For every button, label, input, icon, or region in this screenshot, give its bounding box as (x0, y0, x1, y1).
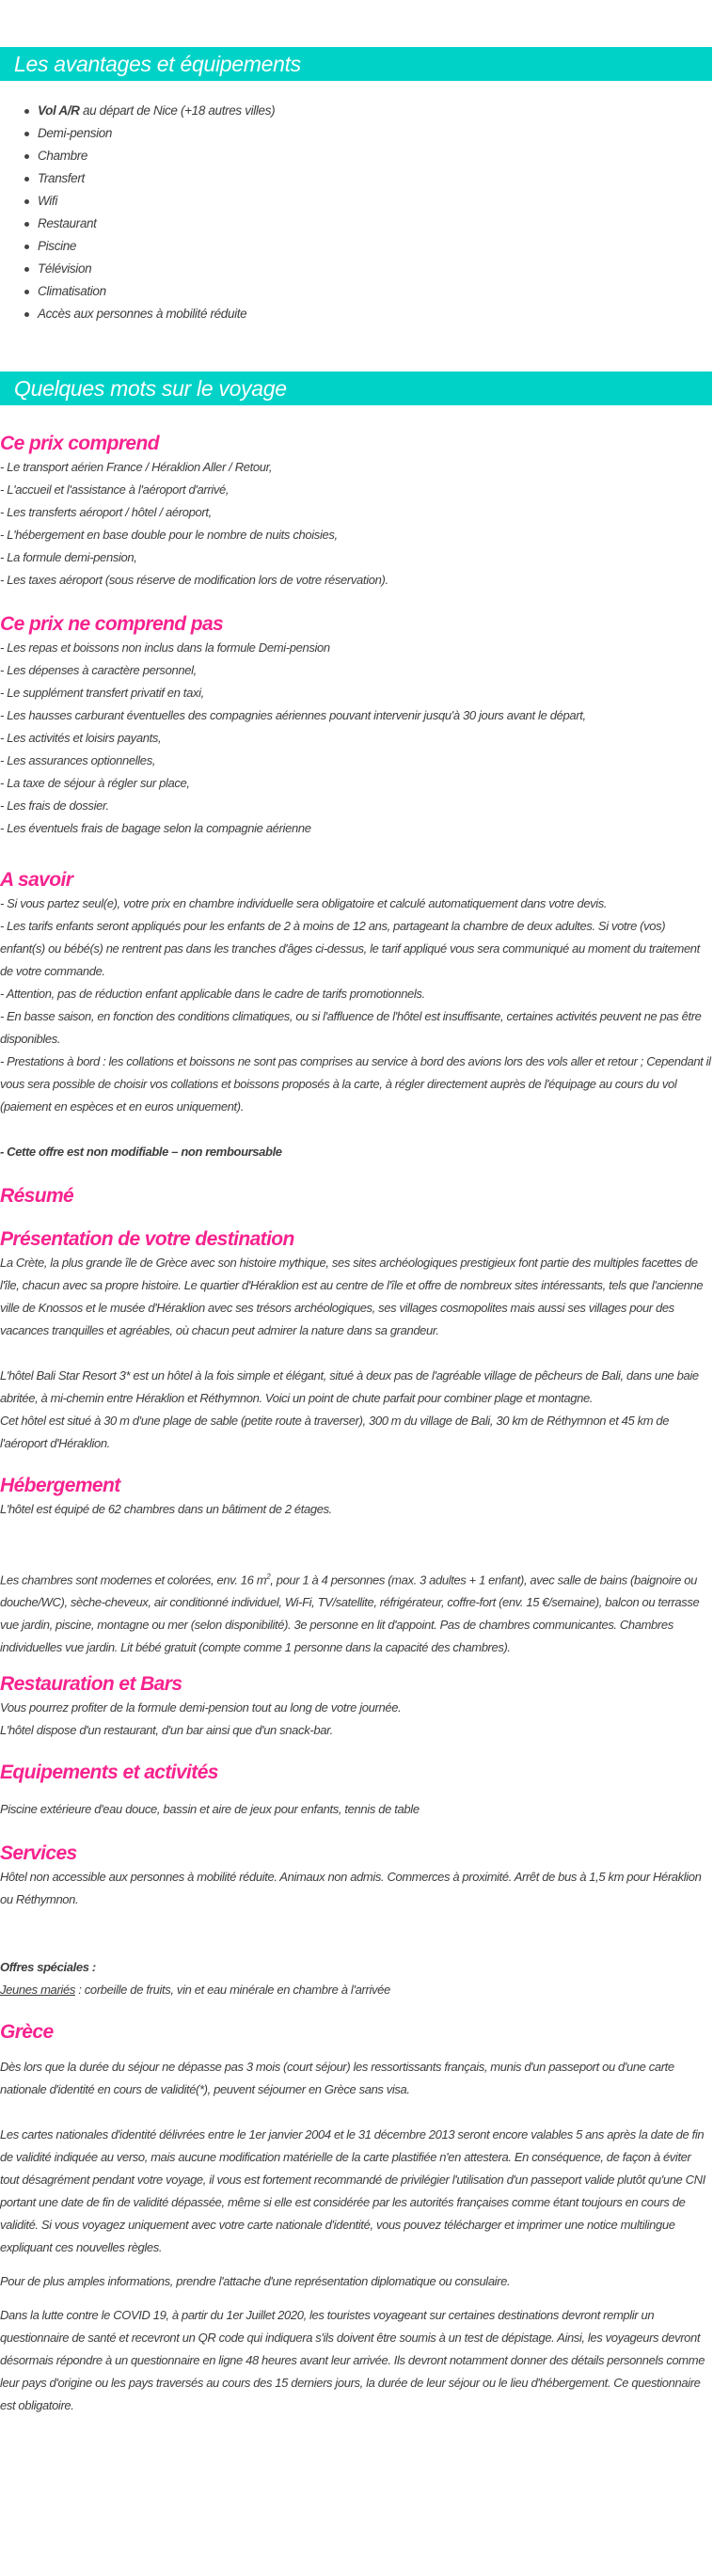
voyage-banner: Quelques mots sur le voyage (0, 371, 712, 405)
advantages-section (0, 47, 713, 325)
includes-item: - Les taxes aéroport (sous réserve de modification lors de votre réservation). (0, 573, 388, 587)
excludes-heading: Ce prix ne comprend pas (0, 613, 224, 635)
restauration-line: L'hôtel dispose d'un restaurant, d'un bar ainsi que d'un snack-bar. (0, 1723, 333, 1738)
restauration-line: Vous pourrez profiter de la formule demi-pension tout au long de votre journée. (0, 1700, 402, 1715)
includes-item: - Les transferts aéroport / hôtel / aéroport, (0, 505, 212, 519)
grece-heading: Grèce (0, 2021, 54, 2044)
excludes-item: - Les dépenses à caractère personnel, (0, 663, 197, 677)
excludes-item: - La taxe de séjour à régler sur place, (0, 776, 190, 790)
services-heading: Services (0, 1842, 77, 1865)
rooms-description (0, 1566, 713, 1659)
destination-paragraph: La Crète, la plus grande île de Grèce avec son histoire mythique, ses sites archéologiques prestigieux font partie des multiples facettes de l'île, chacun avec sa propre histoire. Le quartier d'Héraklion est au centre de l'île et offre de nombreux sites intéressants, tels que l'ancienne ville de Knossos et le musée d'Héraklion avec ses trésors archéologiques, ses villages cosmopolites mais aussi ses villages pour des vacances tranquilles et agréables, où chacun peut admirer la nature dans sa grandeur. (0, 1256, 704, 1337)
advantage-item: Chambre (38, 145, 713, 167)
a-savoir-heading: A savoir (0, 869, 73, 891)
destination-heading: Présentation de votre destination (0, 1228, 294, 1250)
advantage-item: Transfert (38, 167, 713, 190)
a-savoir-paragraph: - Les tarifs enfants seront appliqués pour les enfants de 2 à moins de 12 ans, partageant la chambre de deux adultes. Si votre (vos) enfant(s) ou bébé(s) ne rentrent pas dans les tranches d'âges ci-dessus, le tarif appliqué vous sera communiqué au moment du traitement de votre commande. (0, 919, 700, 978)
excludes-list (0, 637, 713, 840)
hebergement-heading: Hébergement (0, 1475, 120, 1496)
excludes-item: - Les assurances optionnelles, (0, 753, 156, 767)
resume-heading: Résumé (0, 1185, 74, 1207)
includes-item: - L'accueil et l'assistance à l'aéroport d'arrivé, (0, 482, 230, 497)
advantage-item-text: au départ de Nice (+18 autres villes) (79, 103, 276, 118)
grece-paragraph: Dès lors que la durée du séjour ne dépasse pas 3 mois (court séjour) les ressortissants français, munis d'un passeport ou d'une carte nationale d'identité en cours de validité(*), peuvent séjourner en Grèce sans visa. (0, 2060, 674, 2097)
excludes-item: - Les activités et loisirs payants, (0, 731, 162, 745)
non-refundable-notice: - Cette offre est non modifiable – non remboursable (0, 1145, 282, 1159)
excludes-item: - Les frais de dossier. (0, 798, 109, 813)
advantage-item (38, 100, 713, 122)
services-text: Hôtel non accessible aux personnes à mobilité réduite. Animaux non admis. Commerces à proximité. Arrêt de bus à 1,5 km pour Héraklion ou Réthymnon. (0, 1870, 702, 1907)
includes-item: - L'hébergement en base double pour le nombre de nuits choisies, (0, 528, 338, 542)
voyage-section (0, 371, 713, 2417)
grece-paragraph: Pour de plus amples informations, prendre l'attache d'une représentation diplomatique ou consulaire. (0, 2274, 511, 2289)
covid-paragraph: Dans la lutte contre le COVID 19, à partir du 1er Juillet 2020, les touristes voyageant sur certaines destinations devront remplir un questionnaire de santé et recevront un QR code qui indiquera s'ils doivent être soumis à un test de dépistage. Ainsi, les voyageurs devront désormais répondre à un questionnaire en ligne 48 heures avant leur arrivée. Ils devront notamment donner des détails personnels comme leur pays d'origine ou les pays traversés au cours des 15 derniers jours, la durée de leur séjour ou le lieu d'hébergement. Ce questionnaire est obligatoire. (0, 2308, 705, 2413)
includes-item: - Le transport aérien France / Héraklion Aller / Retour, (0, 460, 273, 474)
a-savoir-paragraph: - En basse saison, en fonction des conditions climatiques, ou si l'affluence de l'hôtel est insuffisante, certaines activités peuvent ne pas être disponibles. (0, 1009, 702, 1046)
special-offer-text: : corbeille de fruits, vin et eau minérale en chambre à l'arrivée (75, 1983, 390, 1998)
includes-list (0, 456, 713, 592)
advantage-item: Accès aux personnes à mobilité réduite (38, 303, 713, 325)
includes-heading: Ce prix comprend (0, 433, 159, 454)
includes-item: - La formule demi-pension, (0, 550, 137, 564)
a-savoir-paragraph: - Attention, pas de réduction enfant applicable dans le cadre de tarifs promotionnels. (0, 987, 425, 1001)
rooms-text-end: , pour 1 à 4 personnes (max. 3 adultes + 1 enfant), avec salle de bains (baignoire ou douche/WC), sèche-cheveux, air conditionné individuel, Wi-Fi, TV/satellite, réfrigérateur, coffre-fort (env. 15 €/semaine), balcon ou terrasse vue jardin, piscine, montagne ou mer (selon disponibilité). 3e personne en lit d'appoint. Pas de chambres communicantes. Chambres individuelles vue jardin. Lit bébé gratuit (compte comme 1 personne dans la capacité des chambres). (0, 1572, 700, 1655)
advantage-item: Piscine (38, 235, 713, 258)
special-offer-label: Jeunes mariés (0, 1983, 75, 1998)
excludes-item: - Les hausses carburant éventuelles des compagnies aériennes pouvant intervenir jusqu'à 30 jours avant le départ, (0, 708, 586, 722)
a-savoir-content (0, 893, 713, 1163)
special-offers-label: Offres spéciales : (0, 1960, 96, 1975)
advantage-item: Wifi (38, 190, 713, 213)
advantage-item: Climatisation (38, 280, 713, 303)
hotel-description: L'hôtel Bali Star Resort 3* est un hôtel à la fois simple et élégant, situé à deux pas de l'agréable village de pêcheurs de Bali, dans une baie abritée, à mi-chemin entre Héraklion et Réthymnon. Voici un point de chute parfait pour combiner plage et montagne. (0, 1368, 699, 1405)
advantages-banner: Les avantages et équipements (0, 47, 712, 81)
hebergement-paragraph: L'hôtel est équipé de 62 chambres dans un bâtiment de 2 étages. (0, 1502, 332, 1516)
advantage-item: Restaurant (38, 213, 713, 235)
rooms-text-start: Les chambres sont modernes et colorées, env. 16 m (0, 1572, 267, 1588)
a-savoir-paragraph: - Prestations à bord : les collations et boissons ne sont pas comprises au service à bord des avions lors des vols aller et retour ; Cependant il vous sera possible de choisir vos collations et boissons proposés à la carte, à régler directement auprès de l'équipage au cours du vol (paiement en espèces et en euros uniquement). (0, 1054, 711, 1114)
excludes-item: - Les repas et boissons non inclus dans la formule Demi-pension (0, 640, 330, 655)
excludes-item: - Le supplément transfert privatif en taxi, (0, 686, 204, 700)
rooms-superscript: 2 (266, 1572, 271, 1581)
advantages-list (0, 100, 713, 325)
equipements-heading: Equipements et activités (0, 1762, 218, 1784)
equipements-text: Piscine extérieure d'eau douce, bassin et aire de jeux pour enfants, tennis de table (0, 1802, 420, 1817)
grece-paragraph: Les cartes nationales d'identité délivrées entre le 1er janvier 2004 et le 31 décembre 2013 seront encore valables 5 ans après la date de fin de validité indiquée au verso, mais aucune modification matérielle de la carte plastifiée n'en attestera. En conséquence, de façon à éviter tout désagrément pendant votre voyage, il vous est fortement recommandé de privilégier l'utilisation d'un passeport valide plutôt qu'une CNI portant une date de fin de validité dépassée, même si elle est considérée par les autorités françaises comme étant toujours en cours de validité. Si vous voyagez uniquement avec votre carte nationale d'identité, vous pouvez télécharger et imprimer une notice multilingue expliquant ces nouvelles règles. (0, 2127, 705, 2255)
special-offer-item (0, 1979, 713, 2001)
advantage-item: Télévision (38, 258, 713, 280)
excludes-item: - Les éventuels frais de bagage selon la compagnie aérienne (0, 821, 311, 835)
advantage-item: Demi-pension (38, 122, 713, 145)
a-savoir-paragraph: - Si vous partez seul(e), votre prix en chambre individuelle sera obligatoire et calculé automatiquement dans votre devis. (0, 896, 608, 910)
hotel-location: Cet hôtel est situé à 30 m d'une plage de sable (petite route à traverser), 300 m du village de Bali, 30 km de Réthymnon et 45 km de l'aéroport d'Héraklion. (0, 1414, 670, 1450)
restauration-heading: Restauration et Bars (0, 1673, 182, 1696)
advantage-item-bold: Vol A/R (38, 103, 80, 118)
